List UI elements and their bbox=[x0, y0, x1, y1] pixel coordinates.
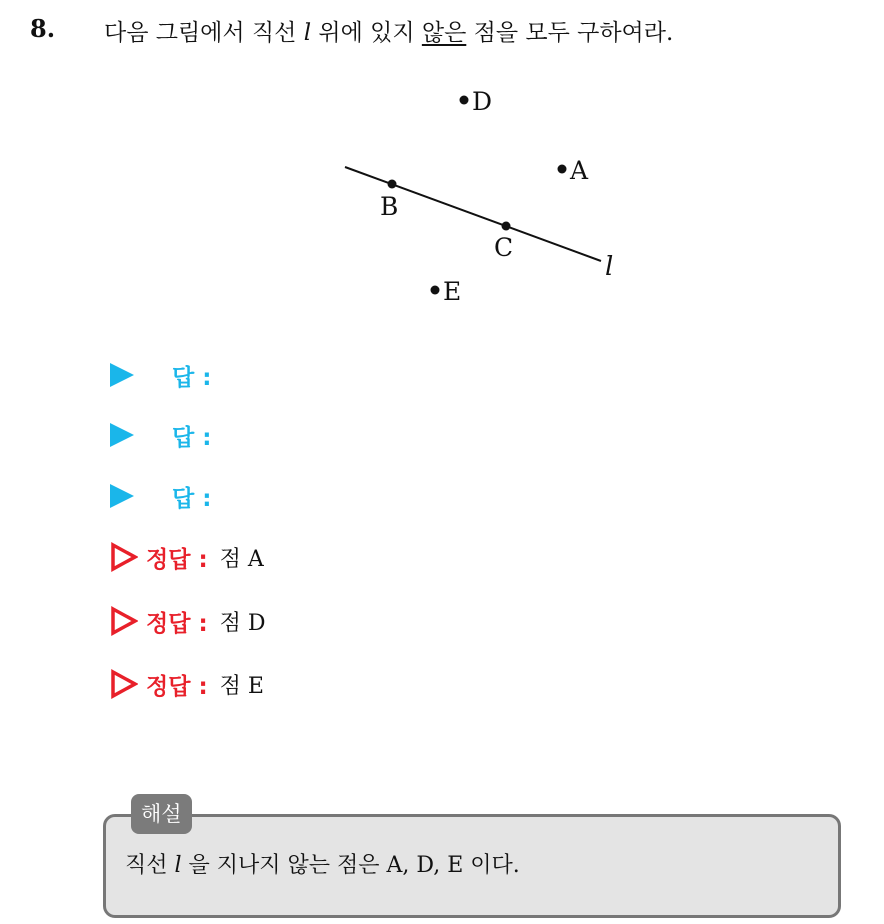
correct-answer-value: 점 D bbox=[219, 610, 266, 636]
line-l-label: l bbox=[605, 252, 614, 282]
play-triangle-icon bbox=[110, 484, 134, 508]
solution-text-after: 을 지나지 않는 점은 A, D, E 이다. bbox=[181, 853, 520, 878]
point-b-label: B bbox=[380, 192, 399, 221]
answer-row-2 bbox=[110, 420, 211, 450]
correct-answer-row-2 bbox=[110, 606, 266, 636]
solution-text-before: 직선 bbox=[125, 853, 175, 878]
answer-label: 답 : bbox=[172, 364, 212, 391]
point-d-dot bbox=[460, 96, 469, 105]
play-triangle-icon bbox=[110, 423, 134, 447]
correct-answer-row-3 bbox=[110, 669, 264, 699]
question-text-middle: 위에 있지 bbox=[311, 20, 422, 46]
question-text-after: 점을 모두 구하여라. bbox=[466, 20, 674, 46]
line-variable: l bbox=[303, 20, 312, 46]
point-c-label: C bbox=[494, 233, 514, 262]
play-triangle-icon bbox=[110, 363, 134, 387]
point-c-dot bbox=[502, 222, 511, 231]
correct-answer-value: 점 A bbox=[219, 546, 264, 572]
outline-triangle-icon bbox=[110, 606, 138, 636]
solution-text bbox=[125, 848, 520, 879]
correct-answer-row-1 bbox=[110, 542, 264, 572]
answer-label: 답 : bbox=[172, 485, 212, 512]
answer-row-3 bbox=[110, 481, 211, 511]
point-b-dot bbox=[388, 180, 397, 189]
geometry-figure bbox=[0, 0, 884, 330]
point-e-dot bbox=[431, 286, 440, 295]
outline-triangle-icon bbox=[110, 669, 138, 699]
solution-variable: l bbox=[174, 853, 182, 878]
question-number: 8. bbox=[30, 14, 56, 43]
correct-answer-label: 정답 : bbox=[146, 546, 208, 573]
correct-answer-value: 점 E bbox=[219, 673, 264, 699]
question-text-before: 다음 그림에서 직선 bbox=[104, 20, 304, 46]
solution-tag: 해설 bbox=[131, 794, 192, 834]
point-e-label: E bbox=[443, 277, 462, 306]
underlined-word: 않은 bbox=[421, 20, 467, 46]
correct-answer-label: 정답 : bbox=[146, 673, 208, 700]
answer-label: 답 : bbox=[172, 424, 212, 451]
point-a-dot bbox=[558, 165, 567, 174]
point-a-label: A bbox=[570, 156, 589, 185]
point-d-label: D bbox=[472, 87, 493, 116]
answer-row-1 bbox=[110, 360, 211, 390]
outline-triangle-icon bbox=[110, 542, 138, 572]
correct-answer-label: 정답 : bbox=[146, 610, 208, 637]
